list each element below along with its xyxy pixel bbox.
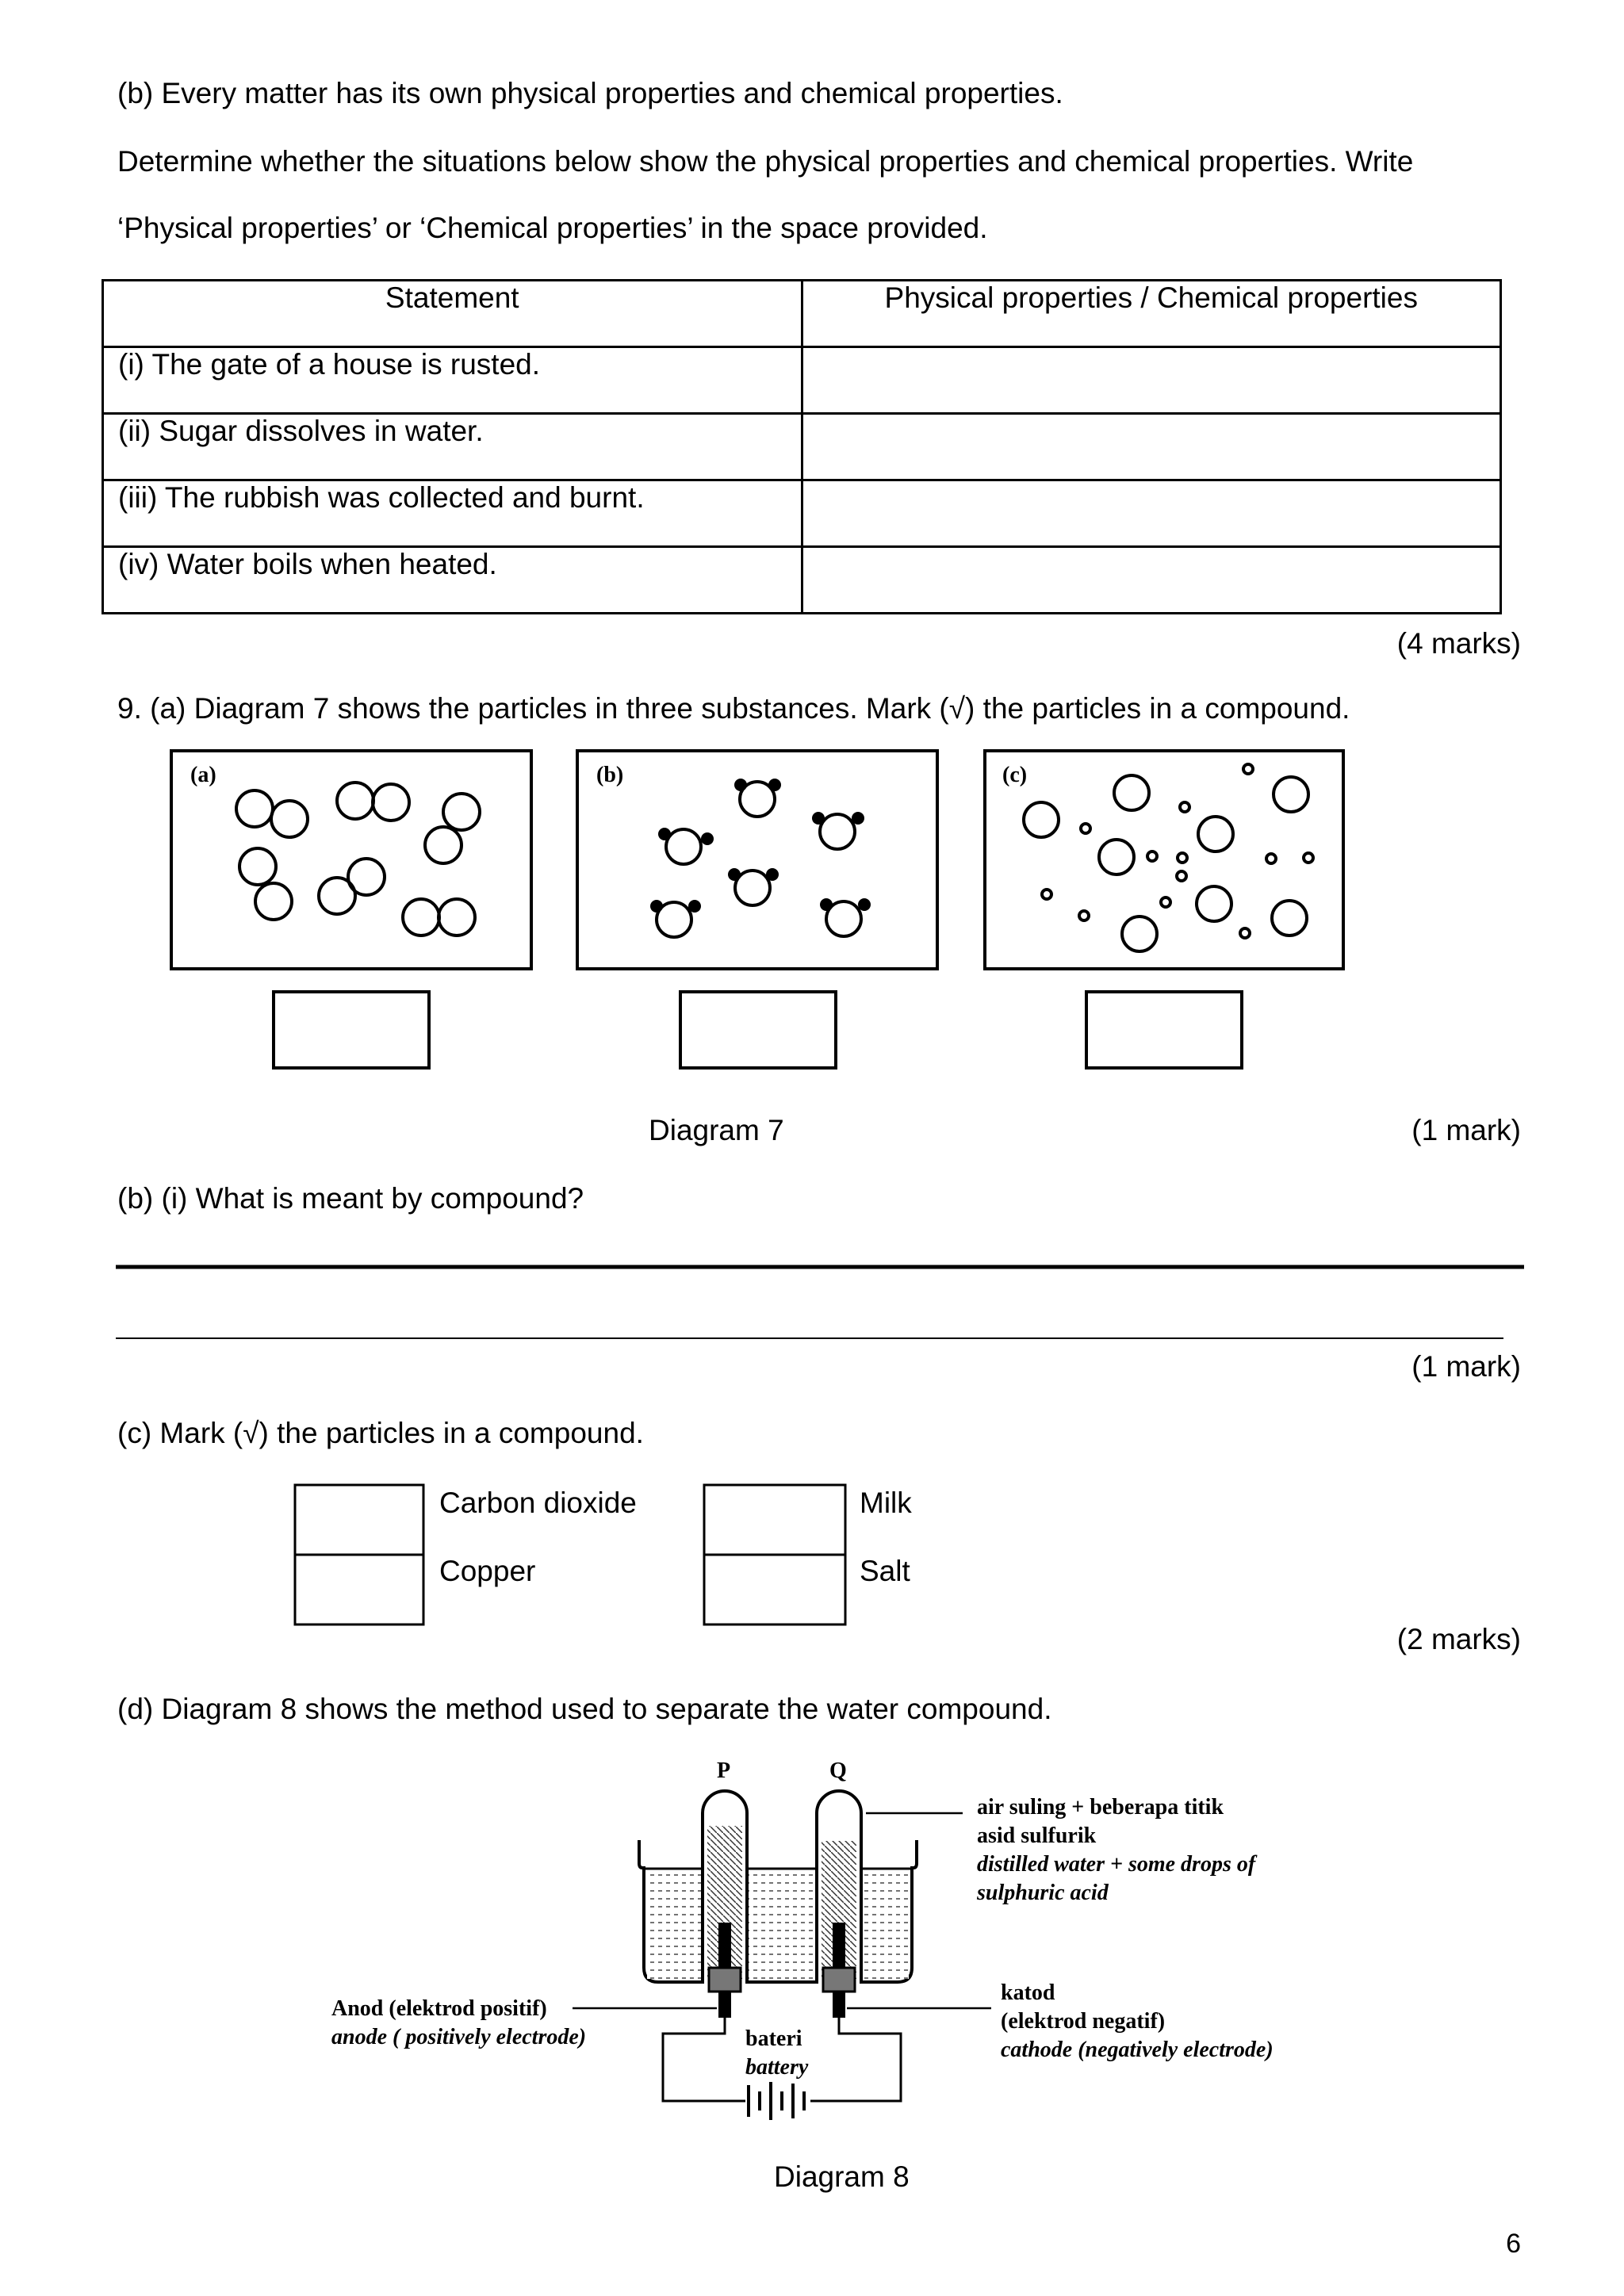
panel-b-particles <box>650 779 871 937</box>
q9c-text: (c) Mark (√) the particles in a compound. <box>117 1417 644 1449</box>
panel-b-label: (b) <box>596 763 624 787</box>
q9b-text: (b) (i) What is meant by compound? <box>117 1182 584 1215</box>
q8b-instruction-line2: ‘Physical properties’ or ‘Chemical properties’ in the space provided. <box>117 212 988 244</box>
panel-a-label: (a) <box>190 763 216 787</box>
table-header-statement: Statement <box>103 281 802 347</box>
q8b-instruction-line1: Determine whether the situations below show the physical properties and chemical properties. Write <box>117 145 1414 178</box>
option-copper: Copper <box>439 1555 536 1587</box>
tick-box-b[interactable] <box>680 992 836 1068</box>
q9a-text: 9. (a) Diagram 7 shows the particles in three substances. Mark (√) the particles in a compound. <box>117 692 1350 725</box>
statement-cell: (i) The gate of a house is rusted. <box>103 347 802 414</box>
label-solution-en-2: sulphuric acid <box>977 1881 1109 1905</box>
q8b-marks: (4 marks) <box>1396 627 1521 660</box>
label-solution-malay-2: asid sulfurik <box>977 1823 1097 1848</box>
tick-box-a[interactable] <box>274 992 429 1068</box>
tick-box-c[interactable] <box>1086 992 1242 1068</box>
statement-cell: (iv) Water boils when heated. <box>103 547 802 614</box>
label-anode-en: anode ( positively electrode) <box>331 2025 587 2049</box>
panel-c-particles <box>1024 764 1313 951</box>
label-solution-en-1: distilled water + some drops of <box>977 1852 1256 1877</box>
label-battery-malay: bateri <box>745 2026 802 2051</box>
label-cathode-malay-1: katod <box>1001 1980 1055 2005</box>
statement-cell: (ii) Sugar dissolves in water. <box>103 414 802 480</box>
q9b-marks: (1 mark) <box>1411 1350 1521 1383</box>
option-carbon-dioxide: Carbon dioxide <box>439 1487 637 1519</box>
page-number: 6 <box>1506 2229 1521 2259</box>
label-cathode-malay-2: (elektrod negatif) <box>1001 2009 1166 2034</box>
panel-c-label: (c) <box>1002 763 1028 787</box>
panel-a-particles <box>236 783 480 936</box>
statement-cell: (iii) The rubbish was collected and burnt. <box>103 480 802 547</box>
q9c-marks: (2 marks) <box>1396 1623 1521 1655</box>
label-battery-en: battery <box>745 2055 809 2080</box>
diagram8-caption: Diagram 8 <box>774 2160 910 2193</box>
option-milk: Milk <box>860 1487 912 1519</box>
label-q: Q <box>829 1758 847 1783</box>
q8b-intro: (b) Every matter has its own physical properties and chemical properties. <box>117 77 1063 109</box>
label-p: P <box>717 1758 731 1783</box>
diagram7-caption: Diagram 7 <box>649 1114 784 1146</box>
panel-b-frame <box>577 751 937 969</box>
label-solution-malay-1: air suling + beberapa titik <box>977 1795 1224 1820</box>
label-cathode-en: cathode (negatively electrode) <box>1001 2038 1274 2062</box>
option-salt: Salt <box>860 1555 910 1587</box>
q9a-marks: (1 mark) <box>1411 1114 1521 1146</box>
q9d-text: (d) Diagram 8 shows the method used to separate the water compound. <box>117 1693 1052 1725</box>
table-header-properties: Physical properties / Chemical properties <box>802 281 1501 347</box>
label-anode-malay: Anod (elektrod positif) <box>331 1996 547 2021</box>
battery-icon <box>749 2082 804 2120</box>
